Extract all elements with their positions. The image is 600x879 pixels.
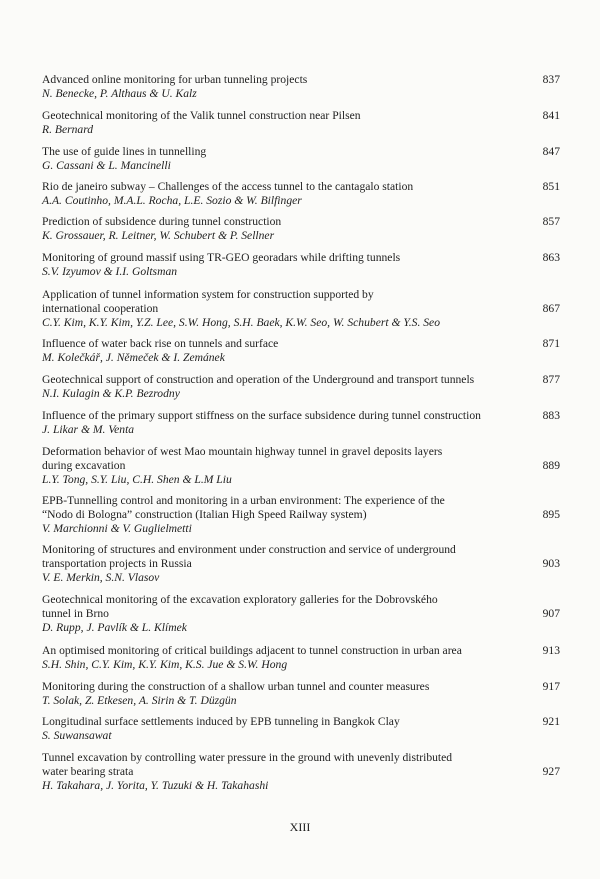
entry-authors: G. Cassani & L. Mancinelli bbox=[42, 159, 171, 172]
entry-page-number: 877 bbox=[542, 373, 560, 386]
entry-title: Monitoring of structures and environment under construction and service of underground transportation projects in Russia bbox=[42, 543, 456, 570]
toc-entry bbox=[42, 251, 560, 279]
entry-title: Deformation behavior of west Mao mountain highway tunnel in gravel deposits layers during excavation bbox=[42, 445, 443, 472]
entry-page-number: 863 bbox=[542, 251, 560, 264]
toc-entry bbox=[42, 145, 560, 173]
entry-authors: S.V. Izyumov & I.I. Goltsman bbox=[42, 265, 178, 278]
entry-page-number: 871 bbox=[542, 337, 560, 350]
toc-entry bbox=[42, 373, 560, 401]
toc-entry bbox=[42, 543, 560, 585]
entry-title: Prediction of subsidence during tunnel construction bbox=[42, 215, 282, 228]
entry-page-number: 927 bbox=[542, 765, 560, 778]
page-numeral: XIII bbox=[289, 820, 311, 834]
entry-page-number: 847 bbox=[542, 145, 560, 158]
toc-entry bbox=[42, 215, 560, 243]
toc-entry bbox=[42, 337, 560, 365]
entry-title: Geotechnical monitoring of the excavation exploratory galleries for the Dobrovského tunnel in Brno bbox=[42, 593, 438, 620]
toc-entry bbox=[42, 445, 560, 487]
toc-entry bbox=[42, 73, 560, 101]
toc-entry bbox=[42, 180, 560, 208]
entry-page-number: 917 bbox=[542, 680, 560, 693]
entry-page-number: 903 bbox=[542, 557, 560, 570]
entry-title: Geotechnical support of construction and operation of the Underground and transport tunnels bbox=[42, 373, 475, 386]
toc-entry bbox=[42, 751, 560, 793]
toc-entry bbox=[42, 494, 560, 536]
entry-authors: L.Y. Tong, S.Y. Liu, C.H. Shen & L.M Liu bbox=[42, 473, 232, 486]
entry-page-number: 867 bbox=[542, 302, 560, 315]
entry-page-number: 907 bbox=[542, 607, 560, 620]
entry-page-number: 895 bbox=[542, 508, 560, 521]
entry-authors: N. Benecke, P. Althaus & U. Kalz bbox=[42, 87, 197, 100]
entry-authors: D. Rupp, J. Pavlík & L. Klímek bbox=[42, 621, 187, 634]
entry-title: Influence of water back rise on tunnels and surface bbox=[42, 337, 279, 350]
entry-authors: T. Solak, Z. Etkesen, A. Sirin & T. Düzgün bbox=[42, 694, 237, 707]
entry-authors: J. Likar & M. Venta bbox=[42, 423, 135, 436]
entry-authors: C.Y. Kim, K.Y. Kim, Y.Z. Lee, S.W. Hong, S.H. Baek, K.W. Seo, W. Schubert & Y.S. Seo bbox=[42, 316, 440, 329]
entry-page-number: 921 bbox=[542, 715, 560, 728]
entry-title: Rio de janeiro subway – Challenges of the access tunnel to the cantagalo station bbox=[42, 180, 414, 193]
entry-page-number: 837 bbox=[542, 73, 560, 86]
entry-authors: N.I. Kulagin & K.P. Bezrodny bbox=[42, 387, 180, 400]
entry-title: Longitudinal surface settlements induced by EPB tunneling in Bangkok Clay bbox=[42, 715, 400, 728]
entry-title: EPB-Tunnelling control and monitoring in a urban environment: The experience of the “Nodo di Bologna” construction (Italian High Speed Railway system) bbox=[42, 494, 445, 521]
entry-authors: R. Bernard bbox=[42, 123, 94, 136]
entry-page-number: 851 bbox=[542, 180, 560, 193]
toc-entry bbox=[42, 715, 560, 743]
entry-title: Application of tunnel information system for construction supported by international cooperation bbox=[42, 288, 374, 315]
toc-entry bbox=[42, 288, 560, 330]
entry-title: The use of guide lines in tunnelling bbox=[42, 145, 207, 158]
toc-entry bbox=[42, 680, 560, 708]
entry-title: Monitoring of ground massif using TR-GEO georadars while drifting tunnels bbox=[42, 251, 401, 264]
toc-entry bbox=[42, 409, 560, 437]
entry-authors: M. Kolečkář, J. Němeček & I. Zemánek bbox=[42, 351, 225, 364]
entry-authors: S. Suwansawat bbox=[42, 729, 112, 742]
entry-authors: V. E. Merkin, S.N. Vlasov bbox=[42, 571, 160, 584]
entry-page-number: 857 bbox=[542, 215, 560, 228]
entry-title: Monitoring during the construction of a shallow urban tunnel and counter measures bbox=[42, 680, 430, 693]
entry-title: Influence of the primary support stiffness on the surface subsidence during tunnel construction bbox=[42, 409, 481, 422]
entry-authors: V. Marchionni & V. Guglielmetti bbox=[42, 522, 192, 535]
toc-entry bbox=[42, 593, 560, 635]
entry-title: Geotechnical monitoring of the Valik tunnel construction near Pilsen bbox=[42, 109, 361, 122]
entry-authors: S.H. Shin, C.Y. Kim, K.Y. Kim, K.S. Jue & S.W. Hong bbox=[42, 658, 288, 671]
entry-page-number: 889 bbox=[542, 459, 560, 472]
entry-title: An optimised monitoring of critical buildings adjacent to tunnel construction in urban area bbox=[42, 644, 462, 657]
entry-authors: A.A. Coutinho, M.A.L. Rocha, L.E. Sozio & W. Bilfinger bbox=[42, 194, 302, 207]
entry-page-number: 841 bbox=[542, 109, 560, 122]
entry-authors: H. Takahara, J. Yorita, Y. Tuzuki & H. Takahashi bbox=[42, 779, 269, 792]
entry-title: Tunnel excavation by controlling water pressure in the ground with unevenly distributed water bearing strata bbox=[42, 751, 453, 778]
entry-page-number: 883 bbox=[542, 409, 560, 422]
toc-entry bbox=[42, 109, 560, 137]
entry-page-number: 913 bbox=[542, 644, 560, 657]
entry-title: Advanced online monitoring for urban tunneling projects bbox=[42, 73, 308, 86]
entry-authors: K. Grossauer, R. Leitner, W. Schubert & P. Sellner bbox=[42, 229, 275, 242]
toc-entry bbox=[42, 644, 560, 672]
